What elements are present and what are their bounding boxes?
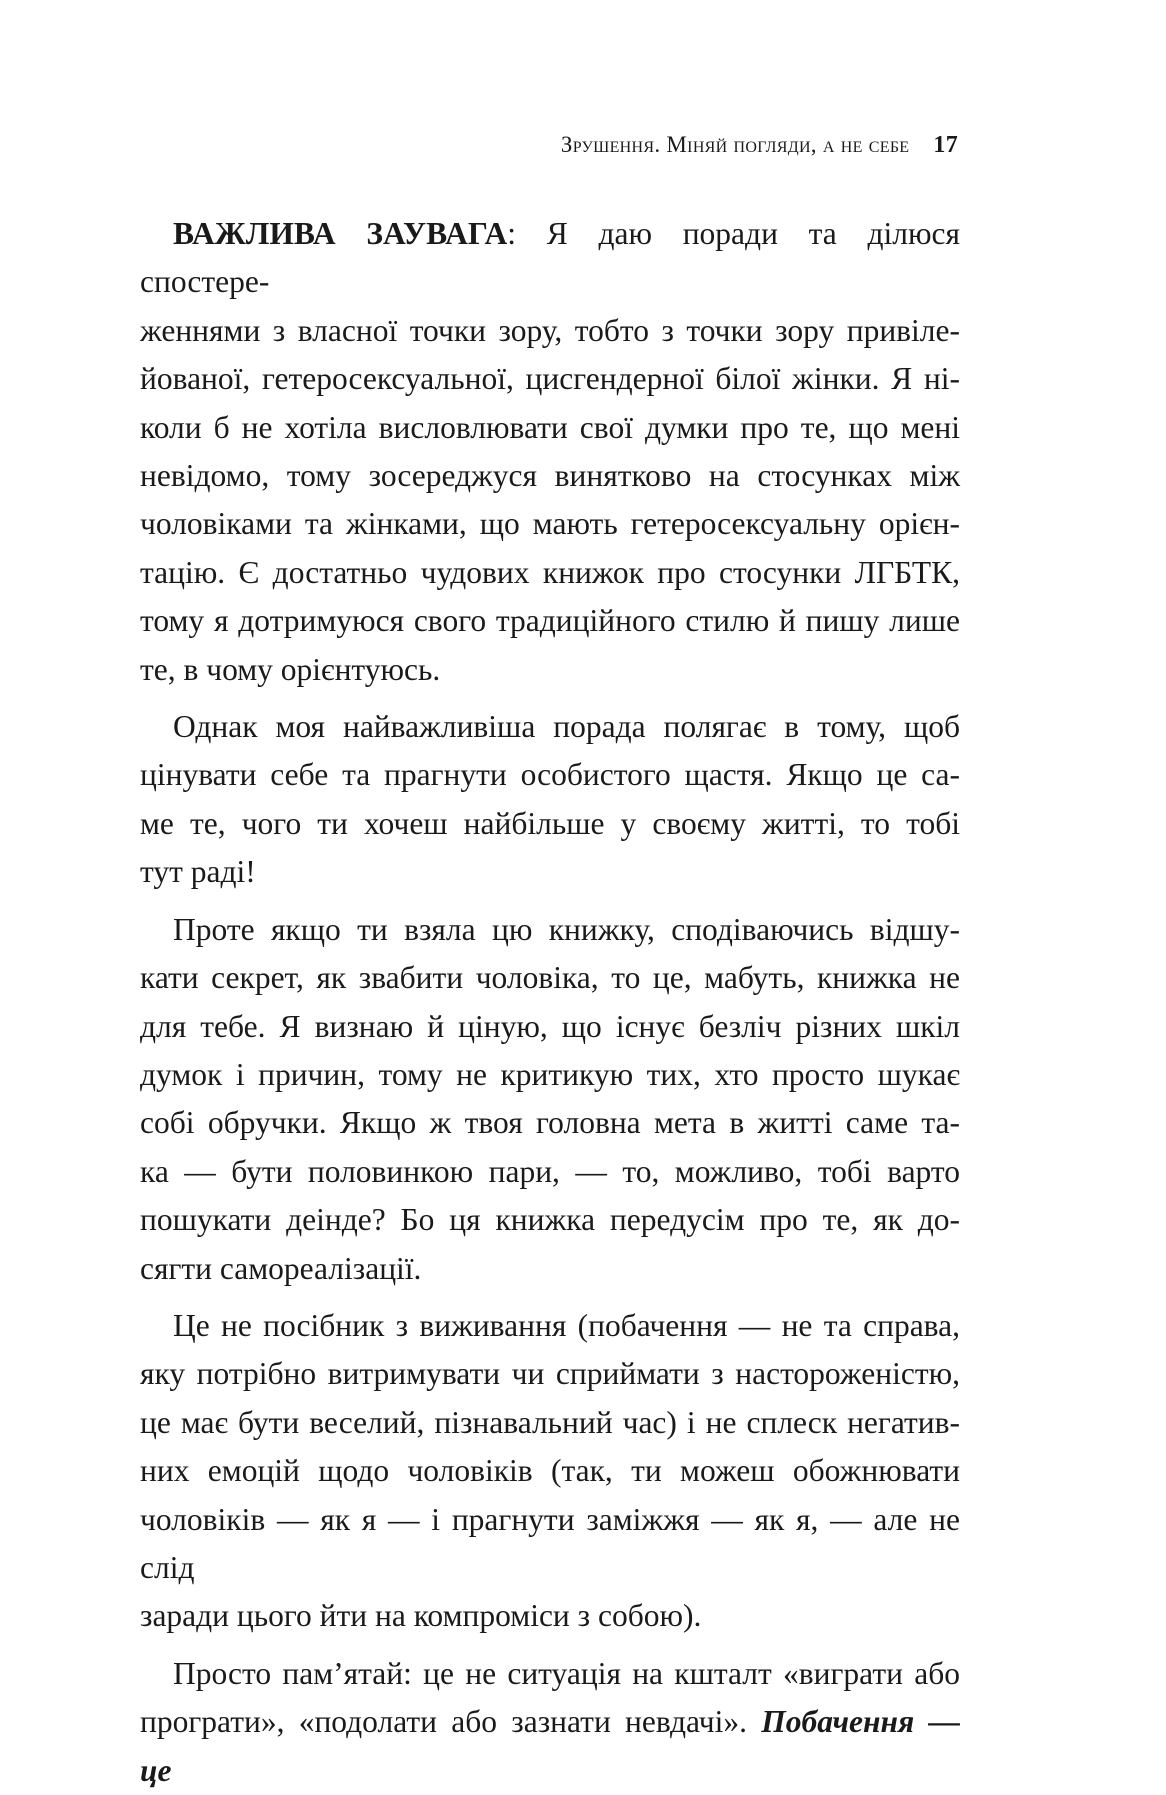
text-line: тому я дотримуюся свого традиційного стилю й пишу лише xyxy=(140,603,960,639)
text-line: Просто пам’ятай: це не ситуація на кшталт «виграти або xyxy=(173,1655,960,1691)
text-line: йованої, гетеросексуальної, цисгендерної білої жінки. Я ні- xyxy=(140,361,960,397)
text-line: тут раді! xyxy=(140,854,256,890)
emphasis-text: Побачення — це xyxy=(140,1704,960,1788)
paragraph xyxy=(140,1302,960,1641)
text-line: програти», «подолати або зазнати невдачі». Побачення — це xyxy=(140,1704,960,1788)
text-line: заради цього йти на компроміси з собою). xyxy=(140,1598,702,1634)
text-line: для тебе. Я визнаю й ціную, що існує безліч різних шкіл xyxy=(140,1008,960,1044)
paragraph-note xyxy=(140,210,960,694)
text-line: ка — бути половинкою пари, — то, можливо, тобі варто xyxy=(140,1153,960,1189)
paragraph xyxy=(140,906,960,1293)
text-line: думок і причин, тому не критикую тих, хто просто шукає xyxy=(140,1056,960,1092)
text-line: сягти самореалізації. xyxy=(140,1250,422,1286)
chapter-title: Зрушення. Міняй погляди, а не себе xyxy=(560,132,910,157)
text-line: женнями з власної точки зору, тобто з точки зору привіле- xyxy=(140,312,960,348)
text-line: це має бути веселий, пізнавальний час) і не сплеск негатив- xyxy=(140,1404,960,1440)
text-line: пошукати деінде? Бо ця книжка передусім про те, як до- xyxy=(140,1202,960,1238)
text-line: Проте якщо ти взяла цю книжку, сподіваючись відшу- xyxy=(173,911,960,947)
text-line: невідомо, тому зосереджуся винятково на стосунках між xyxy=(140,458,960,494)
text-line: те, в чому орієнтуюсь. xyxy=(140,651,441,687)
text-line: цінувати себе та прагнути особистого щастя. Якщо це са- xyxy=(140,757,960,793)
running-head xyxy=(158,132,958,159)
text-line: чоловіків — як я — і прагнути заміжжя — як я, — але не слід xyxy=(140,1501,960,1585)
text-line: коли б не хотіла висловлювати свої думки про те, що мені xyxy=(140,409,960,445)
text-line: яку потрібно витримувати чи сприймати з настороженістю, xyxy=(140,1356,960,1392)
text-line: Це не посібник з виживання (побачення — не та справа, xyxy=(173,1307,960,1343)
paragraph xyxy=(140,1650,960,1795)
body-text xyxy=(140,210,960,1795)
text-line: кати секрет, як звабити чоловіка, то це, мабуть, книжка не xyxy=(140,960,960,996)
paragraph xyxy=(140,703,960,897)
page-number: 17 xyxy=(933,132,958,158)
text-line: собі обручки. Якщо ж твоя головна мета в житті саме та- xyxy=(140,1105,960,1141)
text-line: тацію. Є достатньо чудових книжок про стосунки ЛГБТК, xyxy=(140,554,960,590)
text-line: ме те, чого ти хочеш найбільше у своєму житті, то тобі xyxy=(140,805,960,841)
text-line: них емоцій щодо чоловіків (так, ти можеш обожнювати xyxy=(140,1453,960,1489)
text-line: ВАЖЛИВА ЗАУВАГА: Я даю поради та ділюся спостере- xyxy=(140,216,960,300)
text-line: чоловіками та жінками, що мають гетеросексуальну орієн- xyxy=(140,506,960,542)
note-label: ВАЖЛИВА ЗАУВАГА xyxy=(173,216,508,251)
text-line: Однак моя найважливіша порада полягає в тому, щоб xyxy=(173,709,960,745)
